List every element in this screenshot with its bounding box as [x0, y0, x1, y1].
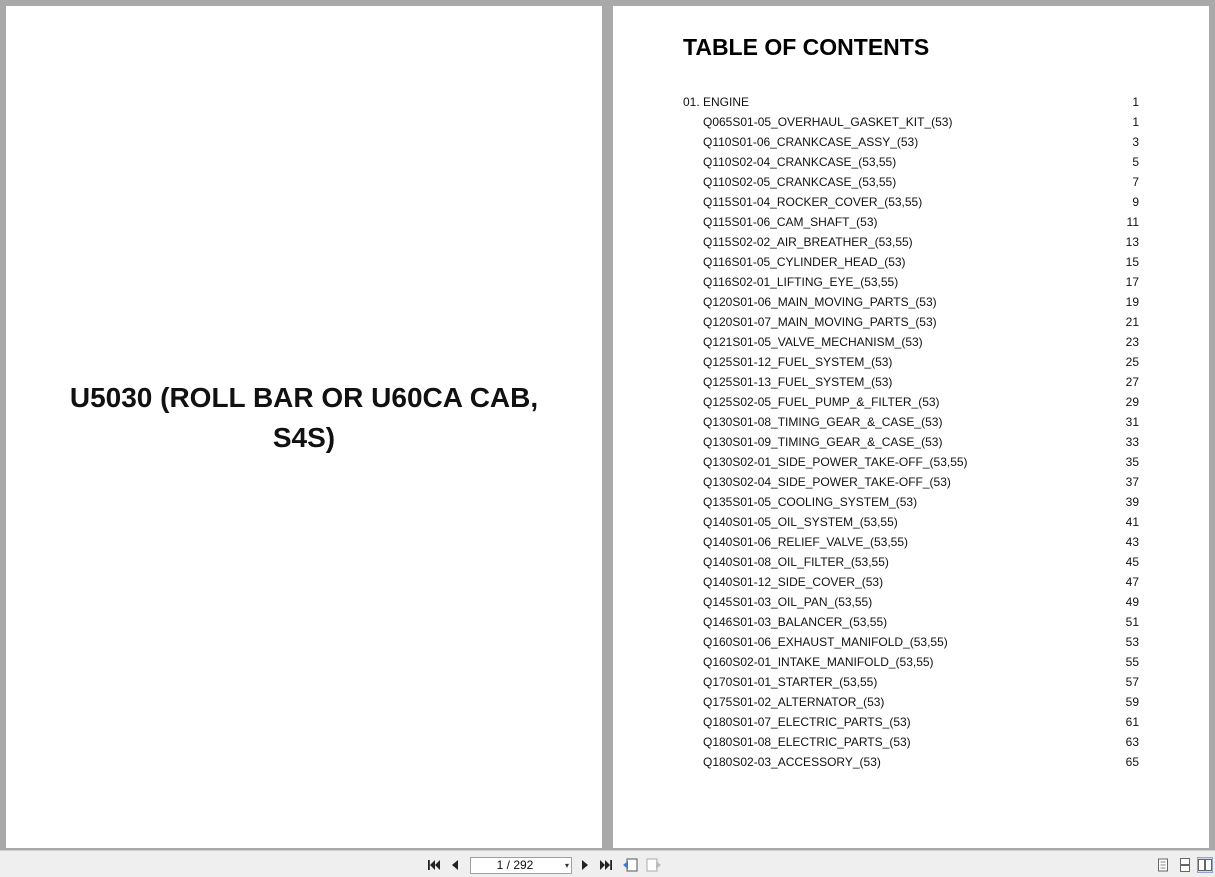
toc-entry[interactable] [683, 652, 1139, 672]
toc-entry-page: 39 [1125, 495, 1139, 509]
toc-entry-title: Q115S01-04_ROCKER_COVER_(53,55) [703, 195, 923, 209]
toc-entry-title: Q115S02-02_AIR_BREATHER_(53,55) [703, 235, 913, 249]
toc-entry-title: Q160S02-01_INTAKE_MANIFOLD_(53,55) [703, 655, 934, 669]
toc-entry[interactable] [683, 572, 1139, 592]
toc-entry[interactable] [683, 192, 1139, 212]
toc-entry[interactable] [683, 412, 1139, 432]
toc-entry-title: Q120S01-06_MAIN_MOVING_PARTS_(53) [703, 295, 937, 309]
pdf-page-cover [6, 6, 602, 848]
toc-entry-title: Q065S01-05_OVERHAUL_GASKET_KIT_(53) [703, 115, 953, 129]
toc-entry[interactable] [683, 592, 1139, 612]
toc-entry-title: Q110S02-05_CRANKCASE_(53,55) [703, 175, 897, 189]
toc-entry[interactable] [683, 292, 1139, 312]
previous-page-button[interactable] [447, 857, 463, 873]
page-indicator: 1 / 292 [496, 858, 534, 872]
toc-entry[interactable] [683, 452, 1139, 472]
toc-entry[interactable] [683, 212, 1139, 232]
cover-title-line-1: U5030 (ROLL BAR OR U60CA CAB, [69, 382, 539, 413]
toc-entry-page: 25 [1125, 355, 1139, 369]
toc-list [683, 92, 1139, 772]
toc-entry-page: 15 [1125, 255, 1139, 269]
toc-entry[interactable] [683, 432, 1139, 452]
toc-entry[interactable] [683, 332, 1139, 352]
toc-entry-page: 41 [1125, 515, 1139, 529]
toc-entry-page: 17 [1125, 275, 1139, 289]
toc-entry[interactable] [683, 252, 1139, 272]
toc-entry[interactable] [683, 552, 1139, 572]
viewer-toolbar [0, 850, 1215, 877]
go-back-icon [622, 858, 638, 872]
toc-entry-title: Q120S01-07_MAIN_MOVING_PARTS_(53) [703, 315, 937, 329]
toc-entry-title: 01. ENGINE [683, 95, 750, 109]
toc-entry-title: Q170S01-01_STARTER_(53,55) [703, 675, 878, 689]
cover-title-line-2: S4S) [272, 422, 336, 453]
toc-entry-page: 11 [1126, 215, 1139, 229]
toc-entry-title: Q140S01-05_OIL_SYSTEM_(53,55) [703, 515, 898, 529]
toc-entry-page: 43 [1125, 535, 1139, 549]
toc-entry[interactable] [683, 692, 1139, 712]
toc-entry[interactable] [683, 612, 1139, 632]
toc-entry-title: Q116S01-05_CYLINDER_HEAD_(53) [703, 255, 906, 269]
cover-title [6, 378, 602, 458]
chevron-down-icon: ▾ [564, 861, 569, 870]
toc-entry-title: Q140S01-08_OIL_FILTER_(53,55) [703, 555, 889, 569]
toc-entry-page: 55 [1125, 655, 1139, 669]
first-page-icon [427, 859, 441, 871]
toc-entry[interactable] [683, 732, 1139, 752]
toc-entry-title: Q125S01-12_FUEL_SYSTEM_(53) [703, 355, 893, 369]
toc-entry-title: Q110S02-04_CRANKCASE_(53,55) [703, 155, 897, 169]
last-page-icon [599, 859, 613, 871]
toc-entry-title: Q130S02-04_SIDE_POWER_TAKE-OFF_(53) [703, 475, 951, 489]
toc-entry-title: Q130S01-08_TIMING_GEAR_&_CASE_(53) [703, 415, 943, 429]
toc-entry[interactable] [683, 532, 1139, 552]
toc-entry[interactable] [683, 472, 1139, 492]
toc-entry-page: 53 [1125, 635, 1139, 649]
toc-entry-page: 49 [1125, 595, 1139, 609]
toc-entry-page: 31 [1125, 415, 1139, 429]
toc-entry-page: 61 [1125, 715, 1139, 729]
toc-entry-title: Q125S01-13_FUEL_SYSTEM_(53) [703, 375, 893, 389]
toc-entry[interactable] [683, 632, 1139, 652]
next-page-icon [579, 859, 591, 871]
toc-entry-page: 29 [1125, 395, 1139, 409]
toc-entry[interactable] [683, 492, 1139, 512]
previous-page-icon [449, 859, 461, 871]
toc-entry-page: 59 [1125, 695, 1139, 709]
toc-entry-page: 57 [1125, 675, 1139, 689]
toc-entry[interactable] [683, 672, 1139, 692]
toc-entry-title: Q130S01-09_TIMING_GEAR_&_CASE_(53) [703, 435, 943, 449]
toc-entry-page: 1 [1132, 95, 1139, 109]
toc-entry[interactable] [683, 372, 1139, 392]
toc-entry-page: 3 [1132, 135, 1139, 149]
toc-entry-page: 1 [1132, 115, 1139, 129]
toc-entry-page: 19 [1125, 295, 1139, 309]
toc-entry-title: Q160S01-06_EXHAUST_MANIFOLD_(53,55) [703, 635, 948, 649]
toc-entry-page: 23 [1125, 335, 1139, 349]
toc-entry-page: 13 [1125, 235, 1139, 249]
toc-entry-page: 45 [1125, 555, 1139, 569]
toc-entry-title: Q130S02-01_SIDE_POWER_TAKE-OFF_(53,55) [703, 455, 968, 469]
toc-entry-title: Q125S02-05_FUEL_PUMP_&_FILTER_(53) [703, 395, 940, 409]
single-page-view-icon [1157, 858, 1169, 872]
toc-entry[interactable] [683, 232, 1139, 252]
toc-entry[interactable] [683, 392, 1139, 412]
toc-entry-page: 33 [1125, 435, 1139, 449]
go-forward-button[interactable] [646, 857, 662, 873]
go-back-button[interactable] [622, 857, 638, 873]
single-page-view-button[interactable] [1155, 857, 1171, 873]
toc-entry-title: Q180S01-07_ELECTRIC_PARTS_(53) [703, 715, 911, 729]
toc-entry-page: 63 [1125, 735, 1139, 749]
go-forward-icon [646, 858, 662, 872]
toc-entry[interactable] [683, 112, 1139, 132]
toc-entry-title: Q121S01-05_VALVE_MECHANISM_(53) [703, 335, 923, 349]
toc-entry[interactable] [683, 752, 1139, 772]
continuous-view-button[interactable] [1177, 857, 1193, 873]
toc-entry-page: 5 [1132, 155, 1139, 169]
toc-entry-page: 35 [1125, 455, 1139, 469]
two-page-view-icon [1198, 859, 1212, 871]
toc-entry-title: Q135S01-05_COOLING_SYSTEM_(53) [703, 495, 918, 509]
toc-entry[interactable] [683, 312, 1139, 332]
toc-entry-title: Q180S01-08_ELECTRIC_PARTS_(53) [703, 735, 911, 749]
toc-entry-title: Q146S01-03_BALANCER_(53,55) [703, 615, 888, 629]
toc-heading: TABLE OF CONTENTS [683, 34, 930, 60]
toc-entry-page: 37 [1125, 475, 1139, 489]
two-page-view-button[interactable] [1197, 857, 1213, 873]
toc-entry[interactable] [683, 132, 1139, 152]
toc-entry[interactable] [683, 512, 1139, 532]
toc-entry-title: Q140S01-12_SIDE_COVER_(53) [703, 575, 884, 589]
toc-entry-title: Q175S01-02_ALTERNATOR_(53) [703, 695, 885, 709]
toc-section-entry[interactable] [683, 92, 1139, 112]
toc-entry-title: Q145S01-03_OIL_PAN_(53,55) [703, 595, 873, 609]
toc-entry-page: 7 [1132, 175, 1139, 189]
toc-entry-page: 27 [1125, 375, 1139, 389]
toc-entry[interactable] [683, 712, 1139, 732]
toc-entry-page: 51 [1125, 615, 1139, 629]
toc-entry-page: 65 [1125, 755, 1139, 769]
pdf-page-toc [613, 6, 1209, 848]
toc-entry-page: 9 [1132, 195, 1139, 209]
toc-entry[interactable] [683, 272, 1139, 292]
next-page-button[interactable] [577, 857, 593, 873]
first-page-button[interactable] [426, 857, 442, 873]
continuous-view-icon [1179, 858, 1191, 872]
toc-entry-title: Q180S02-03_ACCESSORY_(53) [703, 755, 881, 769]
toc-entry[interactable] [683, 172, 1139, 192]
page-number-select[interactable] [470, 857, 572, 874]
last-page-button[interactable] [598, 857, 614, 873]
toc-entry-title: Q116S02-01_LIFTING_EYE_(53,55) [703, 275, 899, 289]
toc-entry-title: Q140S01-06_RELIEF_VALVE_(53,55) [703, 535, 909, 549]
toc-entry-title: Q110S01-06_CRANKCASE_ASSY_(53) [703, 135, 919, 149]
toc-entry-page: 21 [1125, 315, 1139, 329]
toc-entry-page: 47 [1125, 575, 1139, 589]
toc-entry-title: Q115S01-06_CAM_SHAFT_(53) [703, 215, 878, 229]
toc-entry[interactable] [683, 152, 1139, 172]
toc-entry[interactable] [683, 352, 1139, 372]
